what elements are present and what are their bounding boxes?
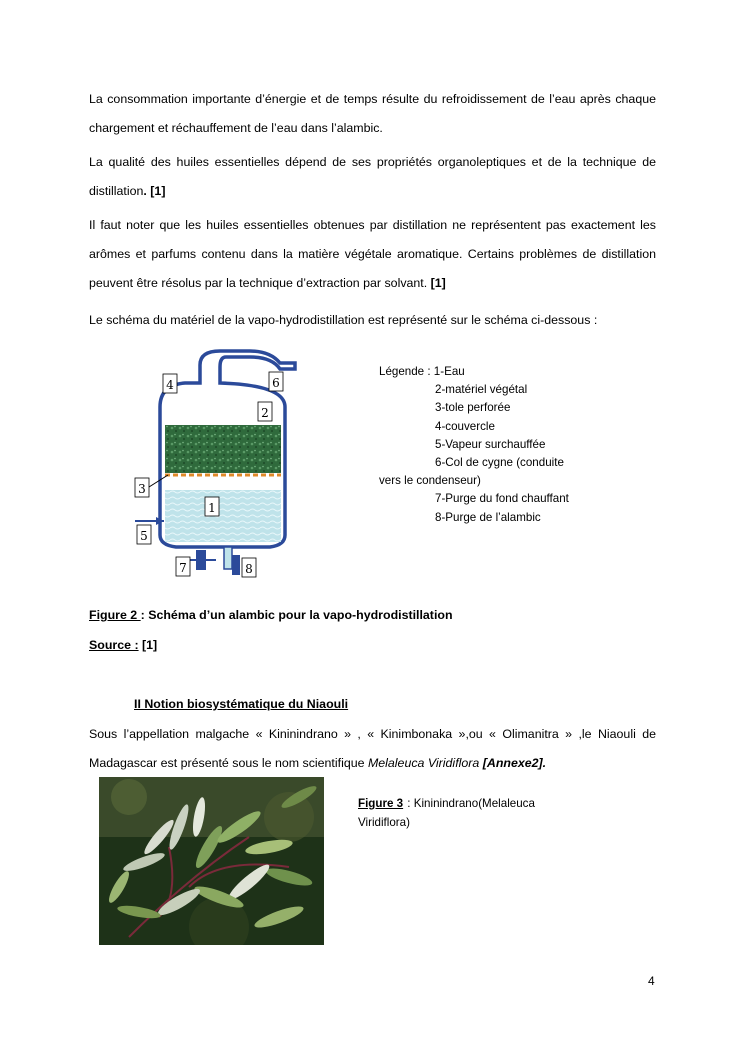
- paragraph-5-ref: [Annexe2].: [479, 756, 547, 770]
- diagram-label-1: 1: [208, 501, 216, 515]
- figure-2-caption: [89, 601, 656, 630]
- species-name: Melaleuca Viridiflora: [367, 756, 480, 770]
- section-heading-text: II Notion biosystématique du Niaouli: [134, 697, 349, 711]
- source-line: [89, 631, 656, 660]
- legend-item: 5-Vapeur surchauffée: [435, 437, 546, 451]
- paragraph-2-ref: . [1]: [143, 184, 166, 198]
- paragraph-4: Le schéma du matériel de la vapo-hydrodistillation est représenté sur le schéma ci-dessous :: [89, 313, 598, 327]
- figure-2-label: Figure 2: [89, 608, 141, 622]
- paragraph-1: La consommation importante d’énergie et de temps résulte du refroidissement de l’eau après chaque chargement et réchauffement de l’eau dans l’alambic.: [89, 92, 656, 135]
- paragraph-3: [89, 211, 656, 298]
- diagram-label-5: 5: [140, 529, 148, 543]
- legend-title: Légende : 1-Eau: [379, 365, 465, 378]
- legend-item: 4-couvercle: [435, 419, 495, 433]
- paragraph-5-text: Sous l’appellation malgache « Kininindrano » , « Kinimbonaka »,ou « Olimanitra » ,le Niaouli de Madagascar est présenté sous le nom scientifique: [89, 727, 656, 770]
- diagram-label-3: 3: [138, 482, 146, 496]
- legend-item: 7-Purge du fond chauffant: [435, 492, 569, 506]
- figure-3-caption: [358, 795, 558, 832]
- niaouli-photo: [99, 777, 324, 945]
- diagram-label-2: 2: [261, 406, 269, 420]
- legend-item: 2-matériel végétal: [435, 383, 528, 397]
- paragraph-3-text: Il faut noter que les huiles essentielles obtenues par distillation ne représentent pas exactement les arômes et parfums contenu dans la matière végétale aromatique. Certains problèmes de distillation peuvent être résolus par la technique d’extraction par solvant.: [89, 218, 656, 290]
- legend-item: 8-Purge de l’alambic: [435, 510, 541, 524]
- diagram-label-8: 8: [245, 562, 253, 576]
- paragraph-2-text: La qualité des huiles essentielles dépend de ses propriétés organoleptiques et de la technique de distillation: [89, 155, 656, 198]
- diagram-label-7: 7: [179, 561, 187, 575]
- legend-item: 3-tole perforée: [435, 401, 511, 415]
- plant-layer: [165, 425, 281, 473]
- paragraph-2: [89, 148, 656, 206]
- source-label: Source :: [89, 638, 139, 652]
- valve-8: [232, 555, 240, 575]
- figure-3-text: : Kininindrano(Melaleuca Viridiflora): [358, 797, 535, 829]
- source-value: [1]: [138, 638, 158, 652]
- diagram-label-4: 4: [166, 378, 174, 392]
- figure-3-label: Figure 3: [358, 797, 404, 810]
- legend-wrap-line: vers le condenseur): [379, 474, 481, 488]
- water-layer: [165, 490, 281, 542]
- section-heading: [134, 690, 701, 719]
- alembic-diagram: [130, 345, 310, 590]
- page-number: 4: [648, 974, 655, 988]
- legend-item: 6-Col de cygne (conduite: [435, 456, 564, 470]
- diagram-legend: [379, 363, 569, 527]
- paragraph-5: [89, 720, 656, 778]
- paragraph-3-ref: [1]: [430, 276, 446, 290]
- diagram-label-6: 6: [272, 376, 280, 390]
- figure-2-text: : Schéma d’un alambic pour la vapo-hydrodistillation: [140, 608, 453, 622]
